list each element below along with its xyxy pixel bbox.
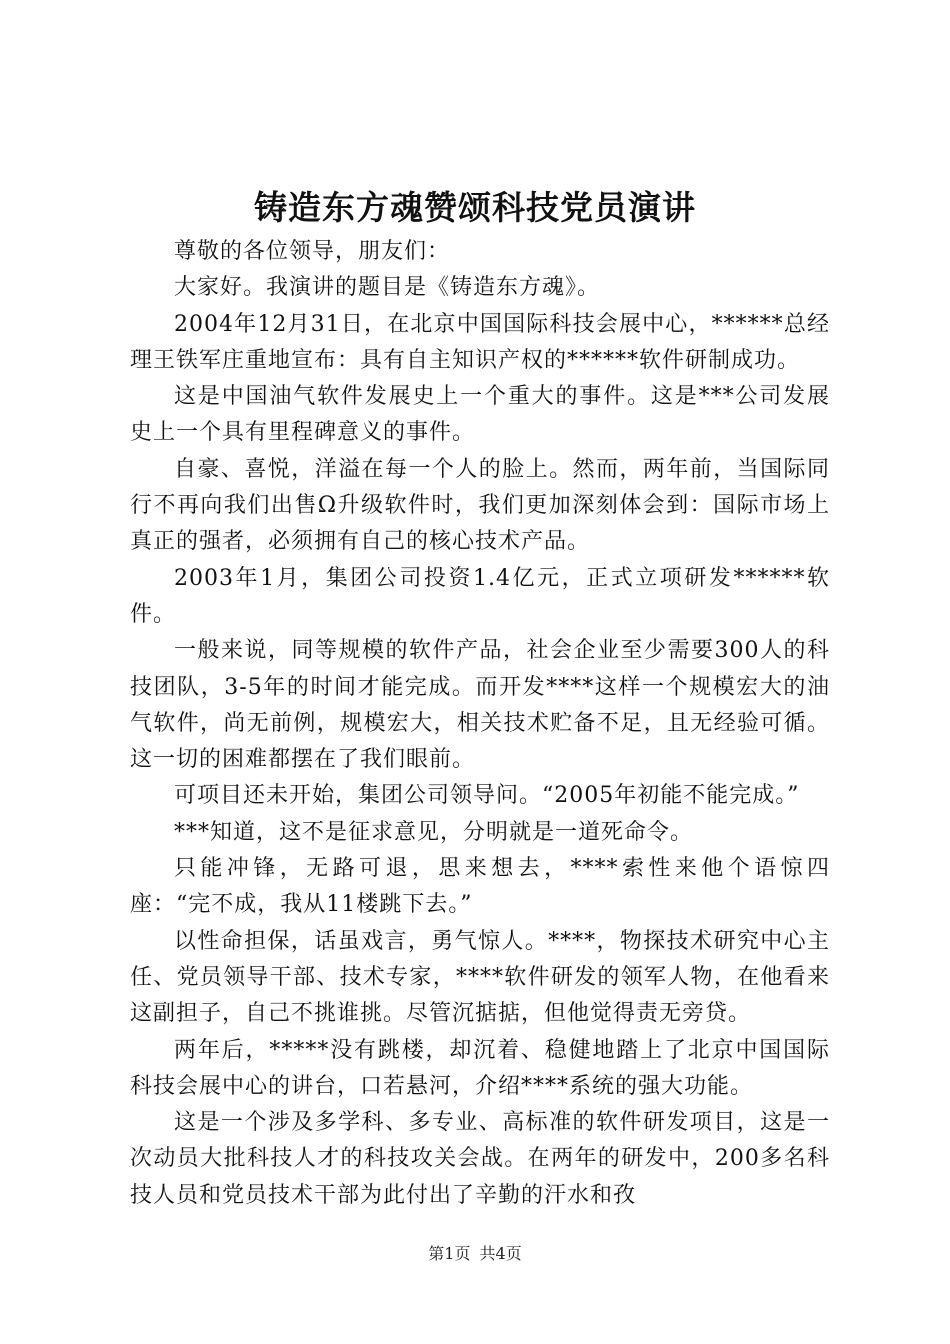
paragraph: 2004年12月31日，在北京中国国际科技会展中心，******总经理王铁军庄重地宣布：具有自主知识产权的******软件研制成功。 <box>130 311 830 373</box>
paragraph: 2003年1月，集团公司投资1.4亿元，正式立项研发******软件。 <box>130 565 830 627</box>
paragraph: 以性命担保，话虽戏言，勇气惊人。****，物探技术研究中心主任、党员领导干部、技术专家，****软件研发的领军人物，在他看来这副担子，自己不挑谁挑。尽管沉掂掂，但他觉得责无旁贷。 <box>130 928 830 1027</box>
page-footer <box>0 1243 950 1265</box>
paragraph: 这是中国油气软件发展史上一个重大的事件。这是***公司发展史上一个具有里程碑意义的事件。 <box>130 384 830 446</box>
paragraph: 两年后，*****没有跳楼，却沉着、稳健地踏上了北京中国国际科技会展中心的讲台，口若悬河，介绍****系统的强大功能。 <box>130 1037 830 1099</box>
page-number: 第1页 <box>428 1244 471 1263</box>
paragraph: 只能冲锋，无路可退，思来想去，****索性来他个语惊四座：“完不成，我从11楼跳下去。” <box>130 856 830 918</box>
paragraph-greeting: 大家好。我演讲的题目是《铸造东方魂》。 <box>174 275 601 301</box>
document-body <box>130 234 830 1214</box>
document-title: 铸造东方魂赞颂科技党员演讲 <box>254 188 696 227</box>
paragraph: 自豪、喜悦，洋溢在每一个人的脸上。然而，两年前，当国际同行不再向我们出售Ω升级软件时，我们更加深刻体会到：国际市场上真正的强者，必须拥有自己的核心技术产品。 <box>130 456 830 555</box>
page-total: 共4页 <box>479 1244 522 1263</box>
paragraph: 这是一个涉及多学科、多专业、高标准的软件研发项目，这是一次动员大批科技人才的科技攻关会战。在两年的研发中，200多名科技人员和党员技术干部为此付出了辛勤的汗水和孜 <box>130 1110 830 1208</box>
paragraph-salutation: 尊敬的各位领导，朋友们： <box>174 239 451 264</box>
paragraph: 可项目还未开始，集团公司领导问。“2005年初能不能完成。” <box>174 783 800 809</box>
paragraph: 一般来说，同等规模的软件产品，社会企业至少需要300人的科技团队，3-5年的时间才能完成。而开发****这样一个规模宏大的油气软件，尚无前例，规模宏大，相关技术贮备不足，且无经验可循。这一切的困难都摆在了我们眼前。 <box>130 638 830 773</box>
paragraph: ***知道，这不是征求意见，分明就是一道死命令。 <box>174 819 694 845</box>
